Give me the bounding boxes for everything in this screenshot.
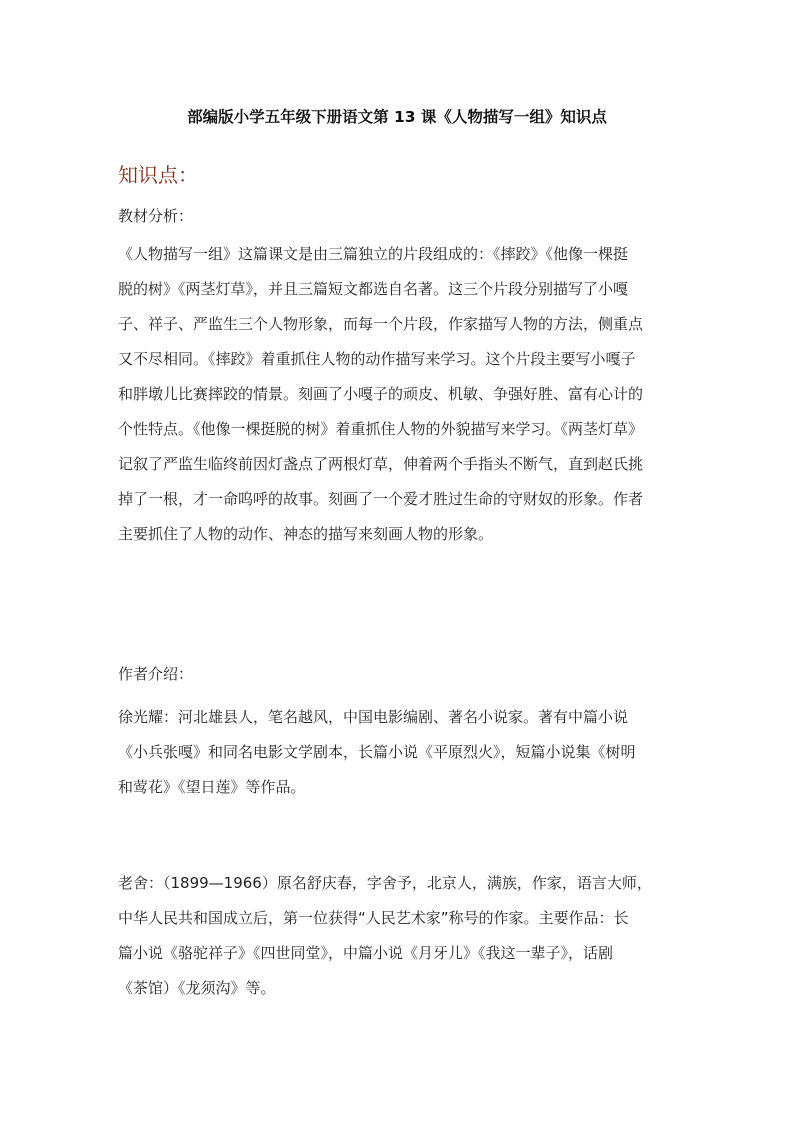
materials-paragraph	[118, 237, 678, 552]
author-intro-label: 作者介绍：	[118, 665, 194, 683]
materials-label: 教材分析：	[118, 207, 194, 225]
laoshe-line: 篇小说《骆驼祥子》《四世同堂》，中篇小说《月牙儿》《我这一辈子》，话剧	[118, 944, 614, 962]
knowledge-heading: 知识点：	[118, 163, 198, 187]
laoshe-line: 老舍：（1899—1966）原名舒庆春，字舍予，北京人，满族，作家，语言大师，	[118, 874, 652, 892]
lao-she-paragraph	[118, 866, 678, 1006]
materials-line: 记叙了严监生临终前因灯盏点了两根灯草，伸着两个手指头不断气，直到赵氏挑	[118, 455, 644, 473]
materials-line: 子、祥子、严监生三个人物形象，而每一个片段，作家描写人物的方法，侧重点	[118, 315, 644, 333]
laoshe-line: 《茶馆）《龙须沟》等。	[118, 979, 276, 997]
materials-line: 和胖墩儿比赛摔跤的情景。刻画了小嘎子的顽皮、机敏、争强好胜、富有心计的	[118, 385, 644, 403]
materials-line: 主要抓住了人物的动作、神态的描写来刻画人物的形象。	[118, 525, 494, 543]
laoshe-line: 中华人民共和国成立后，第一位获得“人民艺术家”称号的作家。主要作品：长	[118, 909, 629, 927]
materials-line: 又不尽相同。《摔跤》着重抓住人物的动作描写来学习。这个片段主要写小嘎子	[118, 350, 636, 368]
materials-line: 掉了一根，才一命呜呼的故事。刻画了一个爱才胜过生命的守财奴的形象。作者	[118, 490, 644, 508]
xu-line: 《小兵张嘎》和同名电影文学剧本，长篇小说《平原烈火》，短篇小说集《树明	[118, 743, 636, 761]
xu-line: 徐光耀：河北雄县人，笔名越风，中国电影编剧、著名小说家。著有中篇小说	[118, 708, 629, 726]
materials-line: 个性特点。《他像一棵挺脱的树》着重抓住人物的外貌描写来学习。《两茎灯草》	[118, 420, 644, 438]
materials-line: 《人物描写一组》这篇课文是由三篇独立的片段组成的：《摔跤》《他像一棵挺	[118, 245, 629, 263]
document-title: 部编版小学五年级下册语文第 13 课《人物描写一组》知识点	[187, 108, 607, 126]
xu-guangyao-paragraph	[118, 700, 678, 805]
xu-line: 和莺花》《望日莲》等作品。	[118, 778, 306, 796]
materials-line: 脱的树》《两茎灯草》，并且三篇短文都选自名著。这三个片段分别描写了小嘎	[118, 280, 629, 298]
